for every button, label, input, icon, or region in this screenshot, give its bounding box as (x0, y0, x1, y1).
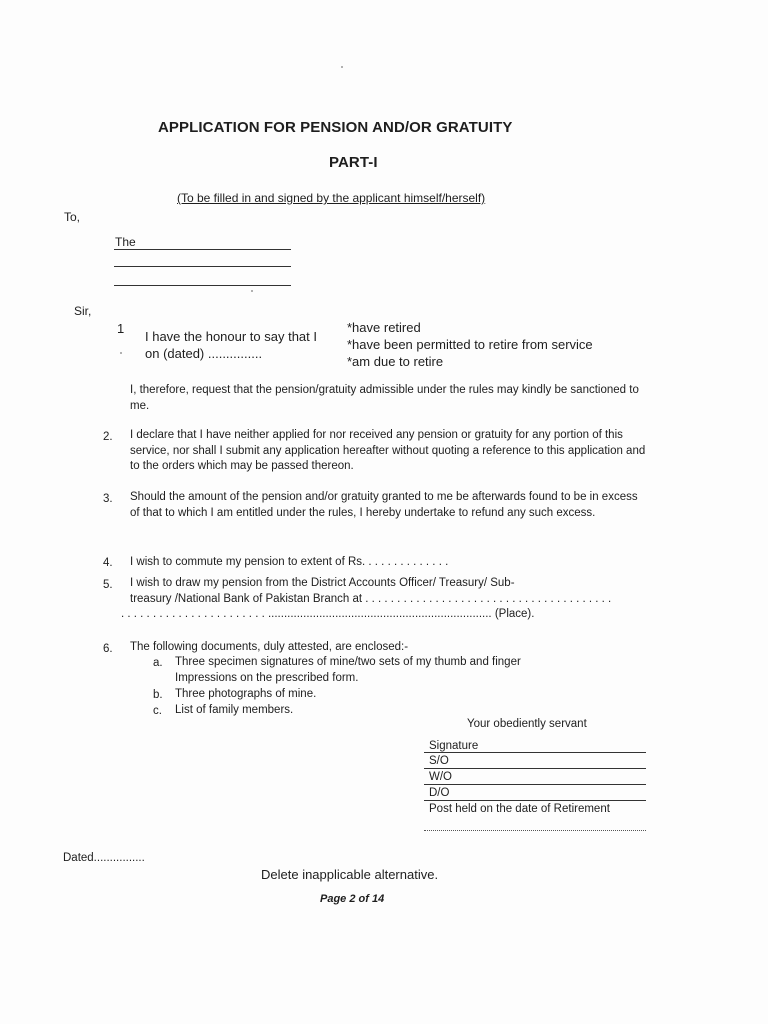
document-c-letter: c. (153, 705, 162, 717)
retirement-option-3: *am due to retire (347, 354, 444, 369)
to-label: To, (64, 210, 81, 224)
post-held-line (424, 830, 646, 831)
closing-servant: Your obediently servant (467, 718, 587, 730)
address-line-3 (114, 285, 291, 286)
post-held-field: Post held on the date of Retirement (429, 803, 610, 815)
son-of-field: S/O (429, 755, 449, 767)
item-1-number: 1 (117, 321, 125, 336)
dated-field: Dated................ (63, 852, 145, 864)
inapplicable-note: Delete inapplicable alternative. (261, 867, 439, 882)
item-1-request: I, therefore, request that the pension/gratuity admissible under the rules may kindly be sanctioned to me. (130, 384, 639, 412)
signature-line (424, 752, 646, 753)
retirement-option-2: *have been permitted to retire from service (347, 337, 593, 352)
item-2-text: I declare that I have neither applied for nor received any pension or gratuity for any portion of this service, nor shall I submit any application hereafter without quoting a reference to this application and to the orders which may be passed thereon. (130, 429, 646, 472)
document-b-letter: b. (153, 689, 163, 701)
scan-speck (341, 66, 343, 68)
document-c-line1: List of family members. (175, 704, 294, 716)
daughter-of-line (424, 800, 646, 801)
scan-speck (251, 290, 253, 292)
salutation: Sir, (74, 304, 92, 318)
document-b-line1: Three photographs of mine. (175, 688, 317, 700)
address-line-2 (114, 266, 291, 267)
instruction-subtitle: (To be filled in and signed by the applicant himself/herself) (177, 191, 486, 205)
page-number: Page 2 of 14 (320, 893, 385, 905)
signature-field: Signature (429, 740, 479, 752)
item-1-date-line: on (dated) ............... (145, 346, 263, 361)
item-5-line3: . . . . . . . . . . . . . . . . . . . . . . . ...................................................................... (Place). (121, 608, 535, 620)
address-line-1 (114, 249, 291, 250)
wife-of-line (424, 784, 646, 785)
item-1-text-line1: I have the honour to say that I (145, 329, 318, 344)
part-heading: PART-I (329, 154, 378, 171)
document-a-line2: Impressions on the prescribed form. (175, 672, 359, 684)
item-5-line2: treasury /National Bank of Pakistan Branch at . . . . . . . . . . . . . . . . . . . . . . . . . . . . . . . . . . . . . . . (130, 593, 612, 605)
retirement-option-1: *have retired (347, 320, 421, 335)
wife-of-field: W/O (429, 771, 452, 783)
item-5-line1: I wish to draw my pension from the District Accounts Officer/ Treasury/ Sub- (130, 577, 515, 589)
item-6-number: 6. (103, 643, 113, 655)
the-label: The (115, 235, 136, 249)
son-of-line (424, 768, 646, 769)
item-6-text: The following documents, duly attested, are enclosed:- (130, 641, 409, 653)
item-4-text: I wish to commute my pension to extent of Rs. . . . . . . . . . . . . . (130, 556, 449, 568)
item-2-number: 2. (103, 431, 113, 443)
document-a-letter: a. (153, 657, 163, 669)
item-3-number: 3. (103, 493, 113, 505)
item-5-number: 5. (103, 579, 113, 591)
document-a-line1: Three specimen signatures of mine/two sets of my thumb and finger (175, 656, 521, 668)
scan-speck (120, 352, 122, 354)
form-title: APPLICATION FOR PENSION AND/OR GRATUITY (158, 119, 513, 136)
item-3-text: Should the amount of the pension and/or gratuity granted to me be afterwards found to be in excess of that to which I am entitled under the rules, I hereby undertake to refund any such excess. (130, 491, 638, 519)
daughter-of-field: D/O (429, 787, 450, 799)
item-4-number: 4. (103, 557, 113, 569)
